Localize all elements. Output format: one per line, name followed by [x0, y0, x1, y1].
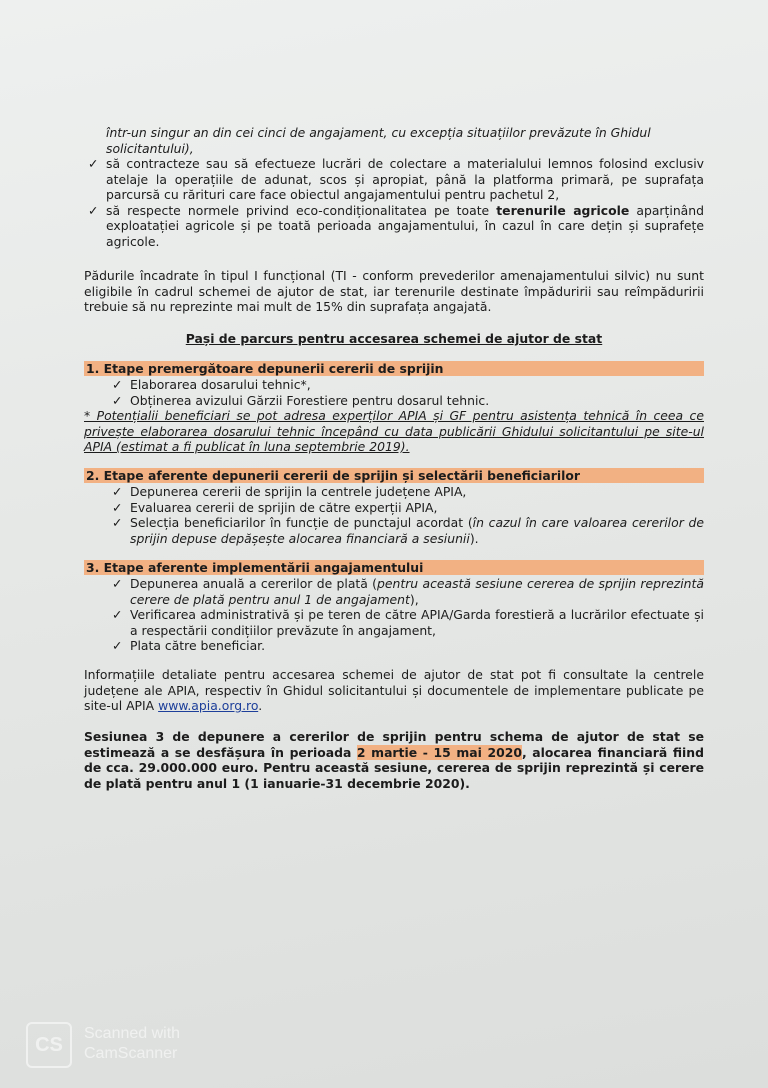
checkmark-icon: ✓	[112, 607, 123, 622]
highlighted-period: 2 martie - 15 mai 2020	[356, 744, 522, 760]
paragraph-text: Sesiunea 3 de depunere a cererilor de sprijin pentru schema de ajutor de stat se estimează a se desfășura în perioada	[84, 729, 704, 760]
checkmark-icon: ✓	[88, 156, 99, 171]
list-item-text: Depunerea cererii de sprijin la centrele județene APIA,	[130, 484, 467, 499]
list-item-text: ).	[469, 530, 479, 546]
session-paragraph	[84, 729, 704, 791]
checkmark-icon: ✓	[112, 499, 123, 515]
watermark-text	[84, 1024, 180, 1064]
list-item-text: ),	[409, 591, 419, 607]
paragraph-text: .	[258, 698, 263, 713]
steps-title: Pași de parcurs pentru accesarea schemei de ajutor de stat	[185, 331, 603, 346]
bullet-text: să respecte normele privind eco-condiționalitatea pe toate	[106, 202, 497, 218]
list-item-text: Elaborarea dosarului tehnic*,	[130, 377, 311, 392]
list-item	[84, 484, 704, 500]
list-item-text: Verificarea administrativă și pe teren de către APIA/Garda forestieră a lucrărilor efectuate și a respectării condițiilor prevăzute în angajament,	[130, 607, 704, 638]
list-item	[84, 576, 704, 607]
section-2-list	[84, 484, 704, 546]
continuation-line-a: într-un singur an din cei cinci de angajament, cu excepția situațiilor prevăzute în Ghidul	[106, 125, 651, 140]
checkmark-icon: ✓	[112, 377, 123, 392]
apia-website-link[interactable]: www.apia.org.ro	[158, 698, 259, 713]
list-item-text: Plata către beneficiar.	[130, 638, 266, 653]
list-item-text: Depunerea anuală a cererilor de plată (	[130, 576, 378, 591]
checkmark-icon: ✓	[112, 484, 123, 499]
section-2-title: 2. Etape aferente depunerii cererii de sprijin și selectării beneficiarilor	[84, 468, 704, 483]
list-item-text: Evaluarea cererii de sprijin de către experții APIA,	[130, 499, 438, 515]
checkmark-icon: ✓	[112, 392, 123, 408]
list-item	[84, 607, 704, 638]
section-3-title: 3. Etape aferente implementării angajamentului	[84, 560, 704, 575]
list-item	[84, 125, 704, 156]
watermark-line-1: Scanned with	[84, 1025, 181, 1042]
checkmark-icon: ✓	[88, 202, 99, 218]
info-paragraph	[84, 667, 704, 714]
list-item	[84, 203, 704, 250]
section-3-list	[84, 576, 704, 654]
bullet-text: să contracteze sau să efectueze lucrări de colectare a materialului lemnos folosind exclusiv atelaje la operațiile de adunat, scos și apropiat, până la platforma primară, pe suprafața parcursă cu rărituri care face obiectul angajamentului pentru pachetul 2,	[106, 156, 704, 202]
list-item	[84, 515, 704, 546]
camscanner-watermark	[26, 1022, 226, 1072]
camscanner-logo-icon: CS	[26, 1022, 72, 1068]
list-item	[84, 377, 704, 393]
checkmark-icon: ✓	[112, 576, 123, 591]
checkmark-icon: ✓	[112, 515, 123, 530]
footnote: * Potențialii beneficiari se pot adresa experților APIA și GF pentru asistența tehnică în ceea ce privește elaborarea dosarului tehnic începând cu data publicării Ghidului solicitantului pe site-ul APIA (estimat a fi publicat în luna septembrie 2019).	[84, 408, 704, 454]
list-item	[84, 393, 704, 409]
forests-paragraph: Pădurile încadrate în tipul I funcțional (TI - conform prevederilor amenajamentului silvic) nu sunt eligibile în cadrul schemei de ajutor de stat, iar terenurile destinate împăduririi sau reîmpăduririi trebuie să nu reprezinte mai mult de 15% din suprafața angajată.	[84, 268, 704, 314]
bold-term: terenurile agricole	[496, 202, 630, 218]
bullet-text: aparținând exploatației agricole și pe toată perioada angajamentului, în cazul în care dețin și suprafețe agricole.	[106, 202, 704, 249]
italic-text: pentru această sesiune cererea de sprijin reprezintă cerere de plată pentru anul 1 de angajament	[130, 576, 704, 607]
continuation-line-b: solicitantului),	[106, 140, 194, 156]
italic-text: în cazul în care valoarea cererilor de sprijin depuse depășește alocarea financiară a sesiunii	[130, 515, 704, 546]
paragraph-text: , alocarea financiară fiind de cca. 29.000.000 euro. Pentru această sesiune, cererea de sprijin reprezintă și cerere de plată pentru anul 1 (1 ianuarie-31 decembrie 2020).	[84, 744, 704, 791]
list-item-text: Obținerea avizului Gărzii Forestiere pentru dosarul tehnic.	[130, 392, 490, 408]
section-1-list	[84, 377, 704, 455]
list-item	[84, 156, 704, 203]
list-item	[84, 638, 704, 654]
paragraph-text: Informațiile detaliate pentru accesarea schemei de ajutor de stat pot fi consultate la centrele județene ale APIA, respectiv în Ghidul solicitantului și documentele de implementare publicate pe site-ul APIA	[84, 667, 704, 713]
section-1-title: 1. Etape premergătoare depunerii cererii de sprijin	[84, 361, 704, 376]
intro-bullet-list	[84, 125, 704, 249]
list-item	[84, 500, 704, 516]
list-item-text: Selecția beneficiarilor în funcție de punctajul acordat (	[130, 515, 473, 530]
checkmark-icon: ✓	[112, 638, 123, 653]
watermark-line-2: CamScanner	[84, 1045, 178, 1062]
